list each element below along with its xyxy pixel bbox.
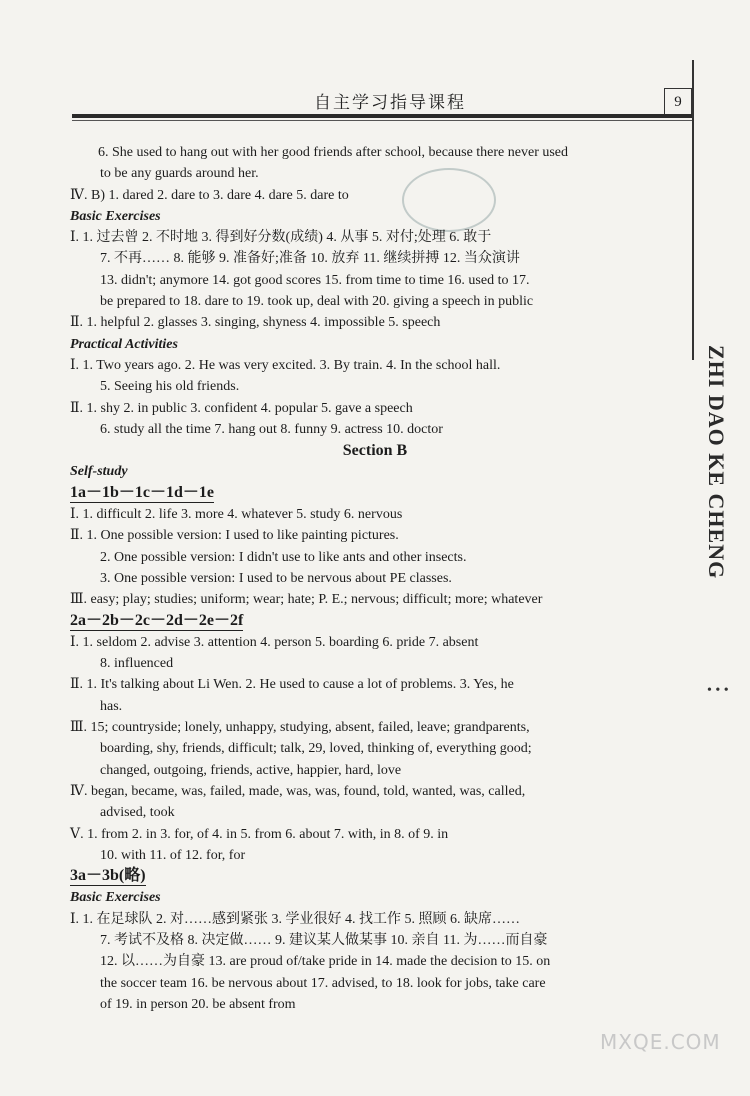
header-rule-thin [72,120,692,121]
side-decoration-dots: • • • [707,683,729,698]
answer-line: changed, outgoing, friends, active, happier, hard, love [100,762,402,778]
activity-code: 1a－1b－1c－1d－1e [70,483,215,501]
answer-line: 13. didn't; anymore 14. got good scores 15. from time to time 16. used to 17. [100,272,530,288]
answer-line: 7. 考试不及格 8. 决定做…… 9. 建议某人做某事 10. 亲自 11. 为……而自豪 [100,932,548,948]
answer-line: 10. with 11. of 12. for, for [100,847,246,863]
answer-line: the soccer team 16. be nervous about 17. advised, to 18. look for jobs, take care [100,975,546,991]
answer-line: 7. 不再…… 8. 能够 9. 准备好;准备 10. 放弃 11. 继续拼搏 12. 当众演讲 [100,251,520,267]
activity-code-line [70,483,680,504]
watermark: MXQE.COM [600,1030,721,1054]
activity-code: 3a－3b(略) [70,867,146,885]
side-margin-bar [692,60,694,360]
answer-line: 5. Seeing his old friends. [100,379,240,395]
answer-line: Ⅰ. 1. seldom 2. advise 3. attention 4. person 5. boarding 6. pride 7. absent [70,634,479,650]
answer-line: be prepared to 18. dare to 19. took up, deal with 20. giving a speech in public [100,294,534,310]
answer-line: Ⅴ. 1. from 2. in 3. for, of 4. in 5. from 6. about 7. with, in 8. of 9. in [70,826,449,842]
answer-line: 6. study all the time 7. hang out 8. funny 9. actress 10. doctor [100,421,443,437]
answer-line: Ⅰ. 1. difficult 2. life 3. more 4. whatever 5. study 6. nervous [70,507,403,523]
side-series-label: ZHI DAO KE CHENG [704,345,729,580]
answer-line: Ⅰ. 1. 在足球队 2. 对……感到紧张 3. 学业很好 4. 找工作 5. 照顾 6. 缺席…… [70,911,521,927]
answer-line: to be any guards around her. [100,166,259,182]
answer-line: Ⅲ. easy; play; studies; uniform; wear; hate; P. E.; nervous; difficult; more; whatever [70,592,543,608]
answer-line: 8. influenced [100,656,174,672]
answer-line: Ⅳ. began, became, was, failed, made, was, was, found, told, wanted, was, called, [70,783,526,799]
answer-line: of 19. in person 20. be absent from [100,996,296,1012]
answer-line: boarding, shy, friends, difficult; talk, 29, loved, thinking of, everything good; [100,741,532,757]
section-heading: Section B [342,442,408,460]
activity-code-line [70,866,680,887]
activity-code: 2a－2b－2c－2d－2e－2f [70,611,244,629]
answer-line: Ⅰ. 1. 过去曾 2. 不时地 3. 得到好分数(成绩) 4. 从事 5. 对付;处理 6. 敢于 [70,230,492,246]
answer-line: 3. One possible version: I used to be nervous about PE classes. [100,570,452,586]
answer-line: Ⅲ. 15; countryside; lonely, unhappy, studying, absent, failed, leave; grandparents, [70,720,530,736]
answer-line: Ⅱ. 1. One possible version: I used to like painting pictures. [70,528,399,544]
answer-line: 12. 以……为自豪 13. are proud of/take pride in 14. made the decision to 15. on [100,954,551,970]
answer-line: Ⅰ. 1. Two years ago. 2. He was very excited. 3. By train. 4. In the school hall. [70,357,501,373]
activity-code-line [70,611,680,632]
subsection-heading: Basic Exercises [70,208,161,224]
header-rule-thick [72,114,692,118]
answer-line: advised, took [100,805,175,821]
answer-line: 6. She used to hang out with her good friends after school, because there never used [98,145,569,160]
answer-key-body [70,142,680,1015]
subsection-heading: Self-study [70,464,128,480]
answer-line: Ⅱ. 1. helpful 2. glasses 3. singing, shyness 4. impossible 5. speech [70,315,441,331]
answer-line: Ⅱ. 1. It's talking about Li Wen. 2. He used to cause a lot of problems. 3. Yes, he [70,677,514,693]
answer-line: Ⅱ. 1. shy 2. in public 3. confident 4. popular 5. gave a speech [70,400,413,416]
answer-line: has. [100,698,123,714]
subsection-heading: Basic Exercises [70,890,161,906]
page-header-title: 自主学习指导课程 [314,93,466,113]
subsection-heading: Practical Activities [70,336,178,352]
answer-line: Ⅳ. B) 1. dared 2. dare to 3. dare 4. dare 5. dare to [70,187,349,203]
answer-line: 2. One possible version: I didn't use to like ants and other insects. [100,549,467,565]
page-number: 9 [664,88,692,116]
